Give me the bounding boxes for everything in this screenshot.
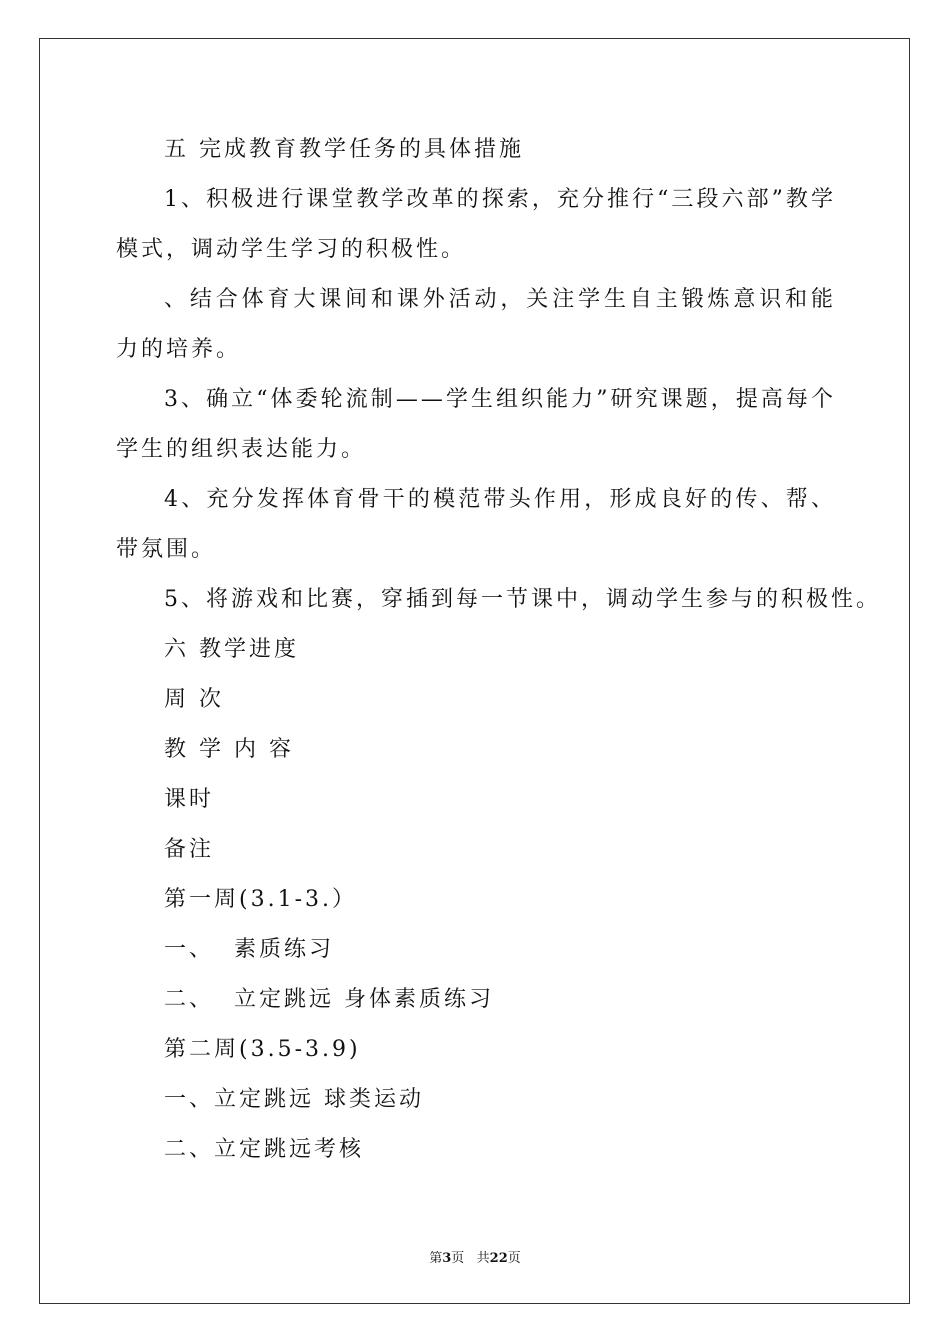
measure-item-1: 1、积极进行课堂教学改革的探索，充分推行“三段六部”教学模式，调动学生学习的积极性。 <box>116 187 836 262</box>
week2-label: 第二周(3.5-3.9) <box>164 1037 361 1062</box>
column-week: 周 次 <box>164 687 224 712</box>
footer-prefix: 第 <box>429 1251 443 1266</box>
measure-item-2: 、结合体育大课间和课外活动，关注学生自主锻炼意识和能力的培养。 <box>116 287 836 362</box>
week2-item-2: 二、立定跳远考核 <box>164 1137 365 1162</box>
week1-item-2: 二、 立定跳远 身体素质练习 <box>164 987 494 1012</box>
column-hours: 课时 <box>164 787 215 812</box>
column-remarks: 备注 <box>164 837 215 862</box>
section6-heading: 六 教学进度 <box>164 637 299 662</box>
week1-item-1: 一、 素质练习 <box>164 937 334 962</box>
week1-label: 第一周(3.1-3.） <box>164 887 357 912</box>
footer-page-suffix: 页 共 <box>451 1251 490 1266</box>
footer-page-number: 3 <box>442 1251 452 1266</box>
footer-total-suffix: 页 <box>507 1251 521 1266</box>
page-footer <box>0 1247 950 1266</box>
measure-item-5: 5、将游戏和比赛，穿插到每一节课中，调动学生参与的积极性。 <box>164 587 881 612</box>
week2-item-1: 一、立定跳远 球类运动 <box>164 1087 424 1112</box>
measure-item-3: 3、确立“体委轮流制——学生组织能力”研究课题，提高每个学生的组织表达能力。 <box>116 387 836 462</box>
footer-total-pages: 22 <box>489 1251 508 1266</box>
column-content: 教 学 内 容 <box>164 737 294 762</box>
section5-heading: 五 完成教育教学任务的具体措施 <box>164 137 524 162</box>
measure-item-4: 4、充分发挥体育骨干的模范带头作用，形成良好的传、帮、带氛围。 <box>116 487 836 562</box>
document-body <box>116 125 881 1175</box>
